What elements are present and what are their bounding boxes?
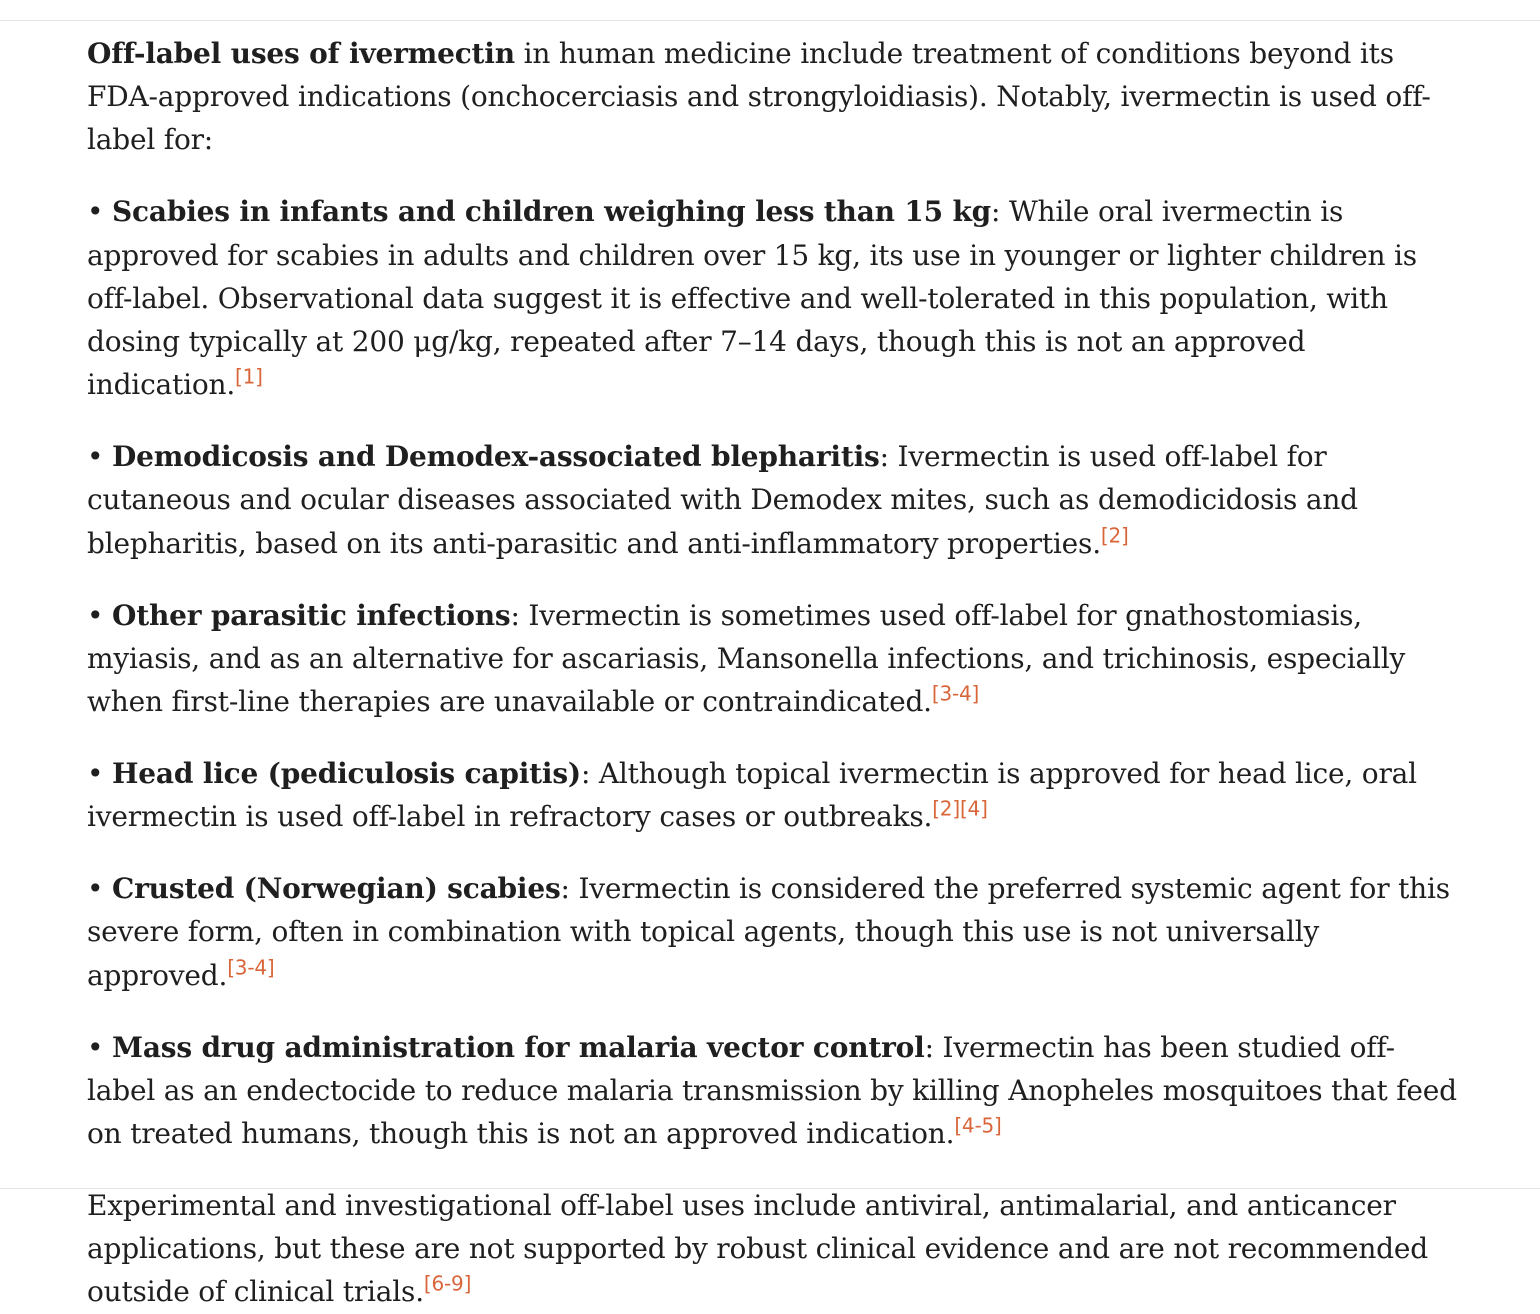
bullet: • [87,757,113,791]
list-item [87,1026,1459,1156]
item-term: Scabies in infants and children weighing less than 15 kg [112,195,992,229]
list-item [87,752,1459,838]
item-text: : While oral ivermectin is approved for scabies in adults and children over 15 kg, its use in younger or lighter children is off-label. Observational data suggest it is effective and well-tolerated in this population, with dosing typically at 200 μg/kg, repeated after 7–14 days, though this is not an approved indication. [87,195,1417,402]
citation-link[interactable]: [3-4] [931,681,980,706]
citation-link[interactable]: [4] [959,796,988,821]
list-item [87,435,1459,565]
bullet: • [87,872,113,906]
intro-lead: Off-label uses of ivermectin [87,37,515,70]
list-item [87,594,1459,724]
bullet: • [87,195,113,229]
citation-link[interactable]: [1] [235,364,263,389]
item-term: Crusted (Norwegian) scabies [112,872,561,906]
item-text: : Ivermectin is sometimes used off-label for gnathostomiasis, myiasis, and as an alternative for ascariasis, Mansonella infections, and trichinosis, especially when first-line therapies are unavailable or contraindicated. [87,598,1406,719]
item-text: : Although topical ivermectin is approved for head lice, oral ivermectin is used off-label in refractory cases or outbreaks. [87,757,1417,834]
citation-link[interactable]: [4-5] [954,1113,1002,1138]
item-term: Demodicosis and Demodex-associated blepharitis [112,440,880,474]
answer-content [87,32,1459,1314]
list-item [87,190,1459,406]
intro-paragraph [87,32,1459,162]
item-text: : Ivermectin has been studied off-label as an endectocide to reduce malaria transmission by killing Anopheles mosquitoes that feed on treated humans, though this is not an approved indication. [87,1030,1457,1151]
conclusion-text: Experimental and investigational off-label uses include antiviral, antimalarial, and anticancer applications, but these are not supported by robust clinical evidence and are not recommended outside of clinical trials. [87,1189,1428,1309]
intro-text: in human medicine include treatment of conditions beyond its FDA-approved indications (onchocerciasis and strongyloidiasis). Notably, ivermectin is used off-label for: [87,37,1431,157]
item-text: : Ivermectin is considered the preferred systemic agent for this severe form, often in combination with topical agents, though this use is not universally approved. [87,872,1450,992]
bullet: • [87,440,113,474]
item-term: Head lice (pediculosis capitis) [112,757,581,791]
item-term: Mass drug administration for malaria vector control [112,1030,925,1064]
bottom-divider [0,1188,1540,1189]
item-text: : Ivermectin is used off-label for cutaneous and ocular diseases associated with Demodex mites, such as demodicidosis and blepharitis, based on its anti-parasitic and anti-inflammatory properties. [87,440,1358,560]
top-divider [0,20,1540,21]
bullet: • [87,598,113,632]
bullet: • [87,1030,113,1064]
citation-link[interactable]: [6-9] [423,1272,472,1297]
citation-link[interactable]: [2] [932,796,960,821]
citation-link[interactable]: [2] [1100,523,1129,548]
citation-link[interactable]: [3-4] [227,955,275,980]
item-term: Other parasitic infections [112,598,511,632]
list-item [87,867,1459,997]
conclusion-paragraph [87,1184,1459,1314]
